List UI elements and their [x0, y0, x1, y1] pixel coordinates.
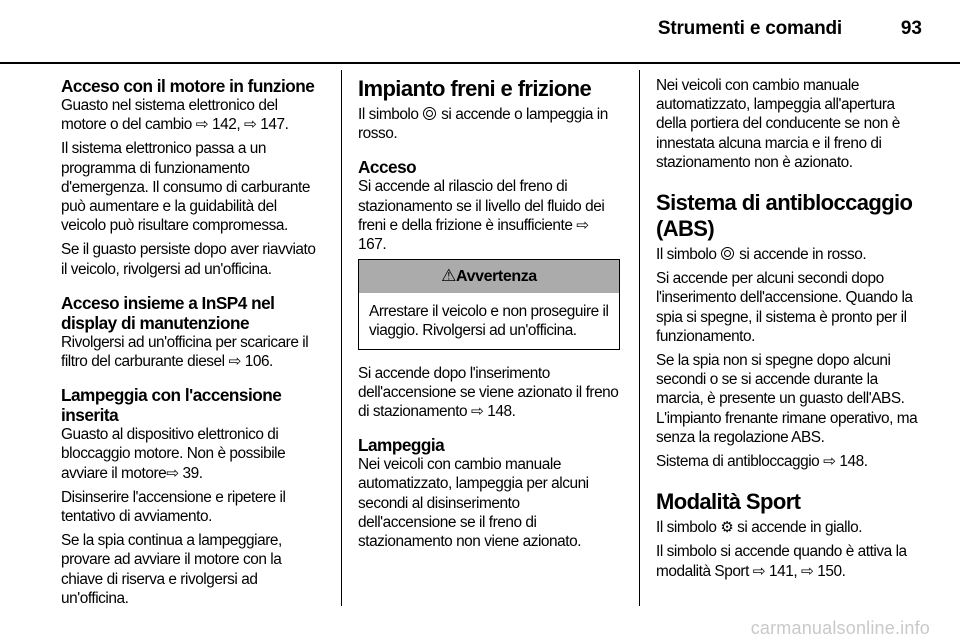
section-heading: Acceso insieme a InSP4 nel display di manutenzione [61, 292, 275, 333]
column-left [61, 76, 323, 613]
warning-header [359, 260, 619, 293]
chapter-heading: Sistema di antibloccaggio (ABS) [656, 190, 913, 242]
paragraph: Si accende per alcuni secondi dopo l'inserimento dell'accensione. Quando la spia si spegne, il sistema è pronto per il funzionamento. [656, 270, 913, 345]
section-heading: Lampeggia [358, 435, 445, 456]
section-heading: Acceso con il motore in funzione [61, 76, 315, 96]
chapter-heading: Modalità Sport [656, 489, 801, 515]
warning-text: Arrestare il veicolo e non proseguire il viaggio. Rivolgersi ad un'officina. [369, 303, 609, 340]
paragraph: Si accende dopo l'inserimento dell'accensione se viene azionato il freno di stazionamento ⇨ 148. [358, 364, 619, 421]
text-fragment: Il simbolo [358, 106, 419, 123]
paragraph: Se il guasto persiste dopo aver riavviato il veicolo, rivolgersi ad un'officina. [61, 241, 316, 278]
paragraph: Se la spia continua a lampeggiare, provare ad avviare il motore con la chiave di riserva e rivolgersi ad un'officina. [61, 532, 282, 607]
paragraph [656, 518, 918, 537]
warning-triangle-icon: ⚠ [441, 266, 457, 286]
paragraph [358, 105, 620, 143]
column-middle [358, 76, 620, 556]
paragraph [656, 245, 918, 264]
page-number: 93 [900, 18, 922, 39]
paragraph: Disinserire l'accensione e ripetere il tentativo di avviamento. [61, 488, 286, 526]
warning-title: Avvertenza [456, 268, 537, 286]
paragraph: Il simbolo si accende quando è attiva la modalità Sport ⇨ 141, ⇨ 150. [656, 543, 907, 580]
text-fragment: si accende o lampeggia in rosso. [358, 106, 608, 143]
brake-warning-icon [423, 107, 436, 120]
watermark: carmanualsonline.info [750, 618, 930, 638]
section-heading: Lampeggia con l'accensione inserita [61, 385, 282, 426]
paragraph: Guasto al dispositivo elettronico di bloccaggio motore. Non è possibile avviare il motore⇨ 39. [61, 426, 286, 482]
paragraph: Guasto nel sistema elettronico del motore o del cambio ⇨ 142, ⇨ 147. [61, 97, 289, 134]
text-fragment: Il simbolo [656, 246, 717, 264]
column-right [656, 76, 918, 586]
abs-warning-icon [721, 247, 734, 260]
paragraph: Rivolgersi ad un'officina per scaricare il filtro del carburante diesel ⇨ 106. [61, 333, 309, 371]
paragraph: Se la spia non si spegne dopo alcuni secondi o se si accende durante la marcia, è presente un guasto dell'ABS. L'impianto frenante rimane operativo, ma senza la regolazione ABS. [656, 352, 918, 446]
text-fragment: Il simbolo [656, 519, 717, 537]
sport-mode-icon: ⚙ [720, 519, 734, 537]
column-divider [639, 70, 640, 606]
page-header [0, 0, 960, 66]
paragraph: Sistema di antibloccaggio ⇨ 148. [656, 453, 868, 471]
paragraph: Nei veicoli con cambio manuale automatizzato, lampeggia per alcuni secondi al disinserimento dell'accensione se il freno di stazionamento non viene azionato. [358, 456, 589, 551]
section-heading: Acceso [358, 157, 417, 178]
warning-box [358, 259, 620, 349]
header-rule [0, 62, 960, 64]
paragraph: Il sistema elettronico passa a un programma di funzionamento d'emergenza. Il consumo di carburante può aumentare e la guidabilità del veicolo può risultare compromessa. [61, 140, 310, 235]
text-fragment: si accende in giallo. [737, 519, 863, 537]
paragraph: Si accende al rilascio del freno di stazionamento se il livello del fluido dei freni e della frizione è insufficiente ⇨ 167. [358, 178, 605, 254]
page-title: Strumenti e comandi [657, 18, 842, 39]
column-divider [341, 70, 342, 606]
text-fragment: si accende in rosso. [739, 246, 867, 264]
paragraph: Nei veicoli con cambio manuale automatizzato, lampeggia all'apertura della portiera del conducente se non è innestata alcuna marcia e il freno di stazionamento non è azionato. [656, 77, 900, 171]
chapter-heading: Impianto freni e frizione [358, 76, 592, 101]
